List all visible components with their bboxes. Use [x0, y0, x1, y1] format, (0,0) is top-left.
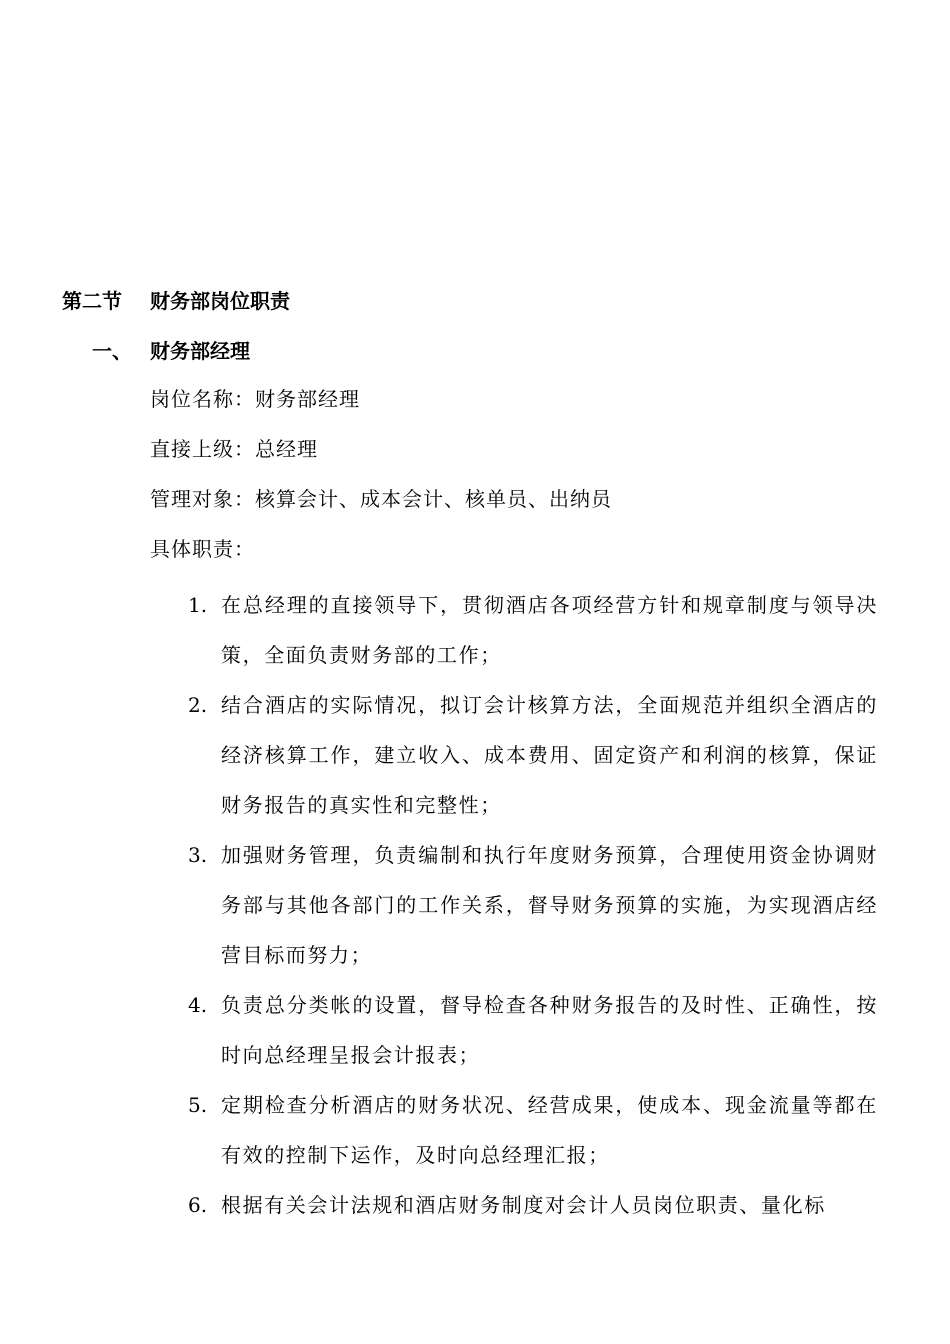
duties-label: 具体职责： — [150, 537, 255, 561]
duty-text: 在总经理的直接领导下，贯彻酒店各项经营方针和规章制度与领导决策，全面负责财务部的工作； — [221, 593, 878, 667]
duty-index: 6. — [188, 1193, 208, 1217]
subsection-title: 财务部经理 — [150, 339, 250, 363]
duty-item — [188, 980, 878, 1080]
duty-text: 结合酒店的实际情况，拟订会计核算方法，全面规范并组织全酒店的经济核算工作，建立收入、成本费用、固定资产和利润的核算，保证财务报告的真实性和完整性； — [221, 693, 878, 817]
duty-index: 4. — [188, 993, 208, 1017]
duty-item — [188, 830, 878, 980]
duty-text: 定期检查分析酒店的财务状况、经营成果，使成本、现金流量等都在有效的控制下运作，及时向总经理汇报； — [221, 1093, 878, 1167]
duty-item — [188, 1080, 878, 1180]
section-number: 第二节 — [62, 289, 122, 313]
duties-list — [188, 580, 878, 1230]
duty-text: 根据有关会计法规和酒店财务制度对会计人员岗位职责、量化标 — [221, 1193, 826, 1217]
direct-superior-field: 直接上级：总经理 — [150, 437, 318, 461]
duty-index: 1. — [188, 593, 208, 617]
section-heading — [62, 284, 290, 318]
subsection-heading — [92, 334, 250, 368]
subsection-number: 一、 — [92, 339, 132, 363]
duty-index: 3. — [188, 843, 208, 867]
duty-item — [188, 580, 878, 680]
managed-staff-field: 管理对象：核算会计、成本会计、核单员、出纳员 — [150, 487, 612, 511]
duty-index: 2. — [188, 693, 208, 717]
position-name-field: 岗位名称：财务部经理 — [150, 387, 360, 411]
duty-text: 加强财务管理，负责编制和执行年度财务预算，合理使用资金协调财务部与其他各部门的工作关系，督导财务预算的实施，为实现酒店经营目标而努力； — [221, 843, 878, 967]
section-title: 财务部岗位职责 — [150, 289, 290, 313]
duty-item — [188, 1180, 878, 1230]
duty-item — [188, 680, 878, 830]
duty-index: 5. — [188, 1093, 208, 1117]
duty-text: 负责总分类帐的设置，督导检查各种财务报告的及时性、正确性，按时向总经理呈报会计报表； — [221, 993, 878, 1067]
